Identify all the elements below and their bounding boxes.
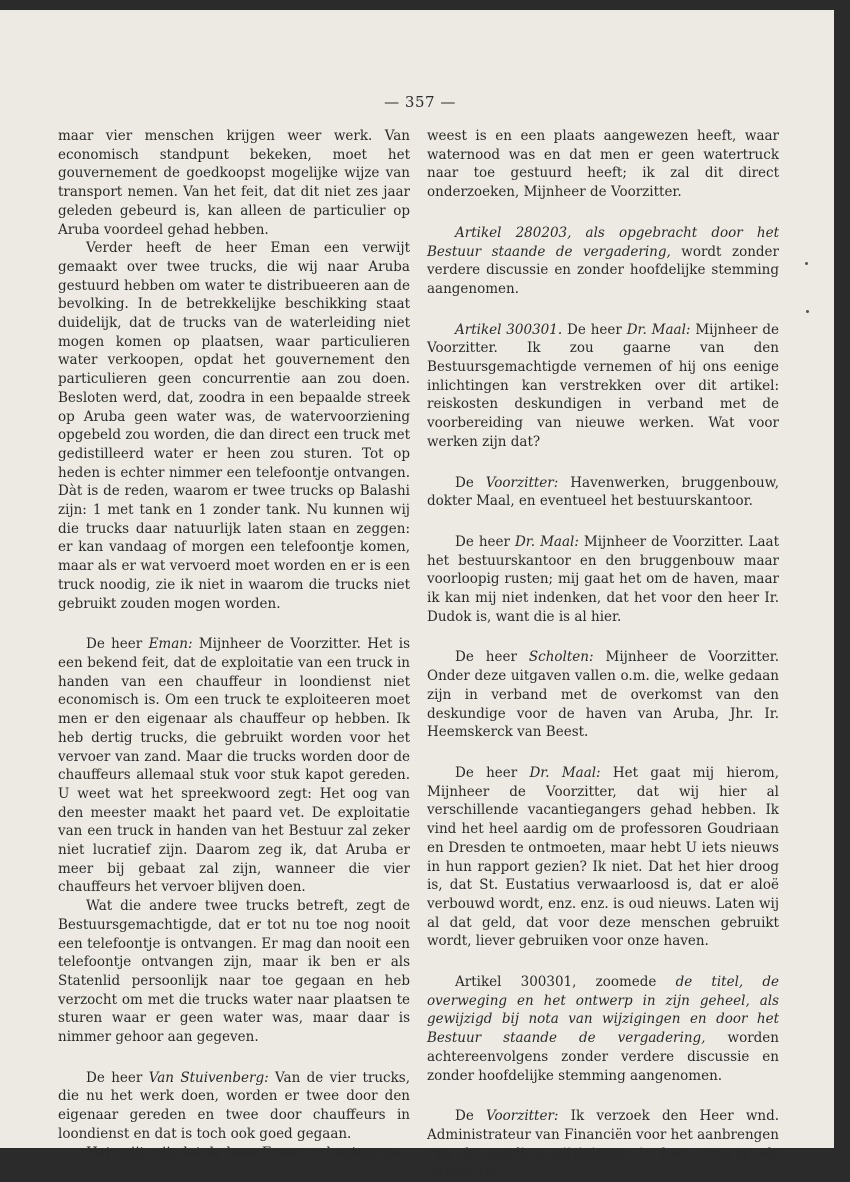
text: Havenwerken, bruggenbouw, dokter Maal, en eventueel het bestuurskantoor. (427, 474, 779, 510)
paragraph: Verder heeft de heer Eman een verwijt gemaakt over twee trucks, die wij naar Aruba gestuurd hebben om water te distribueeren aan de bevolking. In de betrekkelijke beschikking staat duidelijk, dat de trucks van de waterleiding niet mogen komen op plaatsen, waar particulieren water verkoopen, opdat het gouvernement den particulieren geen concurrentie aan zou doen. Besloten werd, dat, zoodra in een bepaalde streek op Aruba geen water was, de watervoorziening opgebeld zou worden, die dan direct een truck met gedistilleerd water er heen zou sturen. Tot op heden is echter nimmer een telefoontje ontvangen. Dàt is de reden, waarom er twee trucks op Balashi zijn: 1 met tank en 1 zonder tank. Nu kunnen wij die trucks daar natuurlijk laten staan en zeggen: er kan vandaag of morgen een telefoontje komen, maar als er wat vervoerd moet worden en er is een truck noodig, zie ik niet in waarom die trucks niet gebruikt zouden mogen worden. (58, 240, 410, 612)
speaker-name: Scholten: (528, 649, 594, 666)
text: worden achtereenvolgens zonder verdere discussie en zonder hoofdelijke stemming aangenomen. (427, 1030, 779, 1084)
text: De (455, 474, 486, 491)
text: Artikel 300301, zoomede (455, 974, 676, 991)
text: wordt zonder verdere discussie en zonder hoofdelijke stemming aangenomen. (427, 243, 779, 297)
text: Mijnheer de Voorzitter. Onder deze uitgaven vallen o.m. die, welke gedaan zijn in verband met de overkomst van den deskundige voor de haven van Aruba, Jhr. Ir. Heemskerck van Beest. (427, 649, 779, 741)
text: De heer (86, 1069, 149, 1086)
speaker-name: Voorzitter: (485, 1108, 559, 1125)
paragraph (427, 1107, 779, 1182)
paragraph: Wat die andere twee trucks betreft, zegt de Bestuursgemachtigde, dat er tot nu toe nog nooit een telefoontje is ontvangen. Er mag dan nooit een telefoontje ontvangen zijn, maar ik ben er als Statenlid persoonlijk naar toe gegaan en heb verzocht om met die trucks water naar plaatsen te sturen waar er geen water was, maar daar is nimmer gehoor aan gegeven. (58, 898, 410, 1046)
speaker-name: Dr. Maal: (626, 321, 691, 338)
paragraph (58, 1069, 410, 1144)
paragraph: Het spijt mij, dat de heer Eman op kantoor ge- (86, 1144, 406, 1161)
italic-text: Artikel 300301. (455, 321, 563, 338)
speaker-name: Van Stuivenberg: (148, 1069, 269, 1086)
paragraph (427, 973, 779, 1085)
right-column (427, 127, 779, 1182)
text: De heer (455, 764, 530, 781)
speaker-name: Voorzitter: (485, 474, 559, 491)
paragraph (427, 533, 779, 627)
scan-speck (806, 310, 809, 313)
italic-text: de titel, de overweging en het ontwerp in zijn geheel, als gewijzigd bij nota van wijzigingen en door het Bestuur staande de vergadering, (427, 974, 779, 1047)
text: De heer (455, 649, 529, 666)
paragraph (427, 648, 779, 742)
text: De heer (86, 636, 149, 653)
paragraph: maar vier menschen krijgen weer werk. Van economisch standpunt bekeken, moet het gouvernement de goedkoopst mogelijke wijze van transport nemen. Van het feit, dat dit niet zes jaar geleden gebeurd is, kan alleen de particulier op Aruba voordeel gehad hebben. (58, 128, 410, 238)
text: De heer (562, 321, 627, 338)
paragraph (58, 635, 410, 897)
paragraph (427, 764, 779, 951)
text: Van de vier trucks, die nu het werk doen, worden er twee door den eigenaar gereden en twee door chauffeurs in loondienst en dat is toch ook goed gegaan. (58, 1069, 410, 1142)
text: Het gaat mij hierom, Mijnheer de Voorzitter, dat wij hier al verschillende vacantiegangers gehad hebben. Ik vind het heel aardig om de professoren Goudriaan en Dresden te ontmoeten, maar hebt U iets nieuws in hun rapport gezien? Ik niet. Dat het hier droog is, dat St. Eustatius verwaarloosd is, dat er aloë verbouwd wordt, enz. enz. is oud nieuws. Laten wij al dat geld, dat voor deze menschen gebruikt wordt, liever gebruiken voor onze haven. (427, 764, 779, 950)
text: Mijnheer de Voorzitter. Het is een bekend feit, dat de exploitatie van een truck in handen van een chauffeur in loondienst niet economisch is. Om een truck te exploiteeren moet men er den eigenaar als chauffeur op hebben. Ik heb dertig trucks, die gebruikt worden voor het vervoer van zand. Maar die trucks worden door de chauffeurs allemaal stuk voor stuk kapot gereden. U weet wat het spreekwoord zegt: Het oog van den meester maakt het paard vet. De exploitatie van een truck in handen van het Bestuur zal zeker niet lucratief zijn. Daarom zeg ik, dat Aruba er meer bij gebaat zal zijn, wanneer die vier chauffeurs het vervoer blijven doen. (58, 636, 411, 896)
paragraph: weest is en een plaats aangewezen heeft, waar waternood was en dat men er geen watertruck naar toe gestuurd heeft; ik zal dit direct onderzoeken, Mijnheer de Voorzitter. (427, 128, 779, 201)
left-column (58, 127, 410, 1162)
paragraph (427, 474, 779, 511)
scan-speck (805, 262, 808, 265)
paragraph (427, 321, 779, 452)
text: De (455, 1108, 486, 1125)
speaker-name: Dr. Maal: (514, 533, 579, 550)
text: De heer (455, 533, 515, 550)
speaker-name: Dr. Maal: (529, 764, 601, 781)
text: Mijnheer de Voorzitter. Laat het bestuurskantoor en den bruggenbouw maar voorloopig rusten; mij gaat het om de haven, maar ik kan mij niet indenken, dat het voor den heer Ir. Dudok is, want die is al hier. (427, 533, 779, 625)
paragraph (427, 224, 779, 299)
text: Ik verzoek den Heer wnd. Administrateur van Financiën voor het aanbrengen van de noodige wijzigingen in het ontwerp als gevolg van (427, 1108, 779, 1181)
italic-text: Artikel 280203, als opgebracht door het Bestuur staande de vergadering, (427, 224, 779, 260)
page-number: — 357 — (384, 93, 456, 111)
text: Mijnheer de Voorzitter. Ik zou gaarne van den Bestuursgemachtigde vernemen of hij ons eenige inlichtingen kan verstrekken over dit artikel: reiskosten deskundigen in verband met de voorbereiding van nieuwe werken. Wat voor werken zijn dat? (427, 321, 779, 450)
scan-border (0, 0, 850, 10)
speaker-name: Eman: (148, 636, 193, 653)
